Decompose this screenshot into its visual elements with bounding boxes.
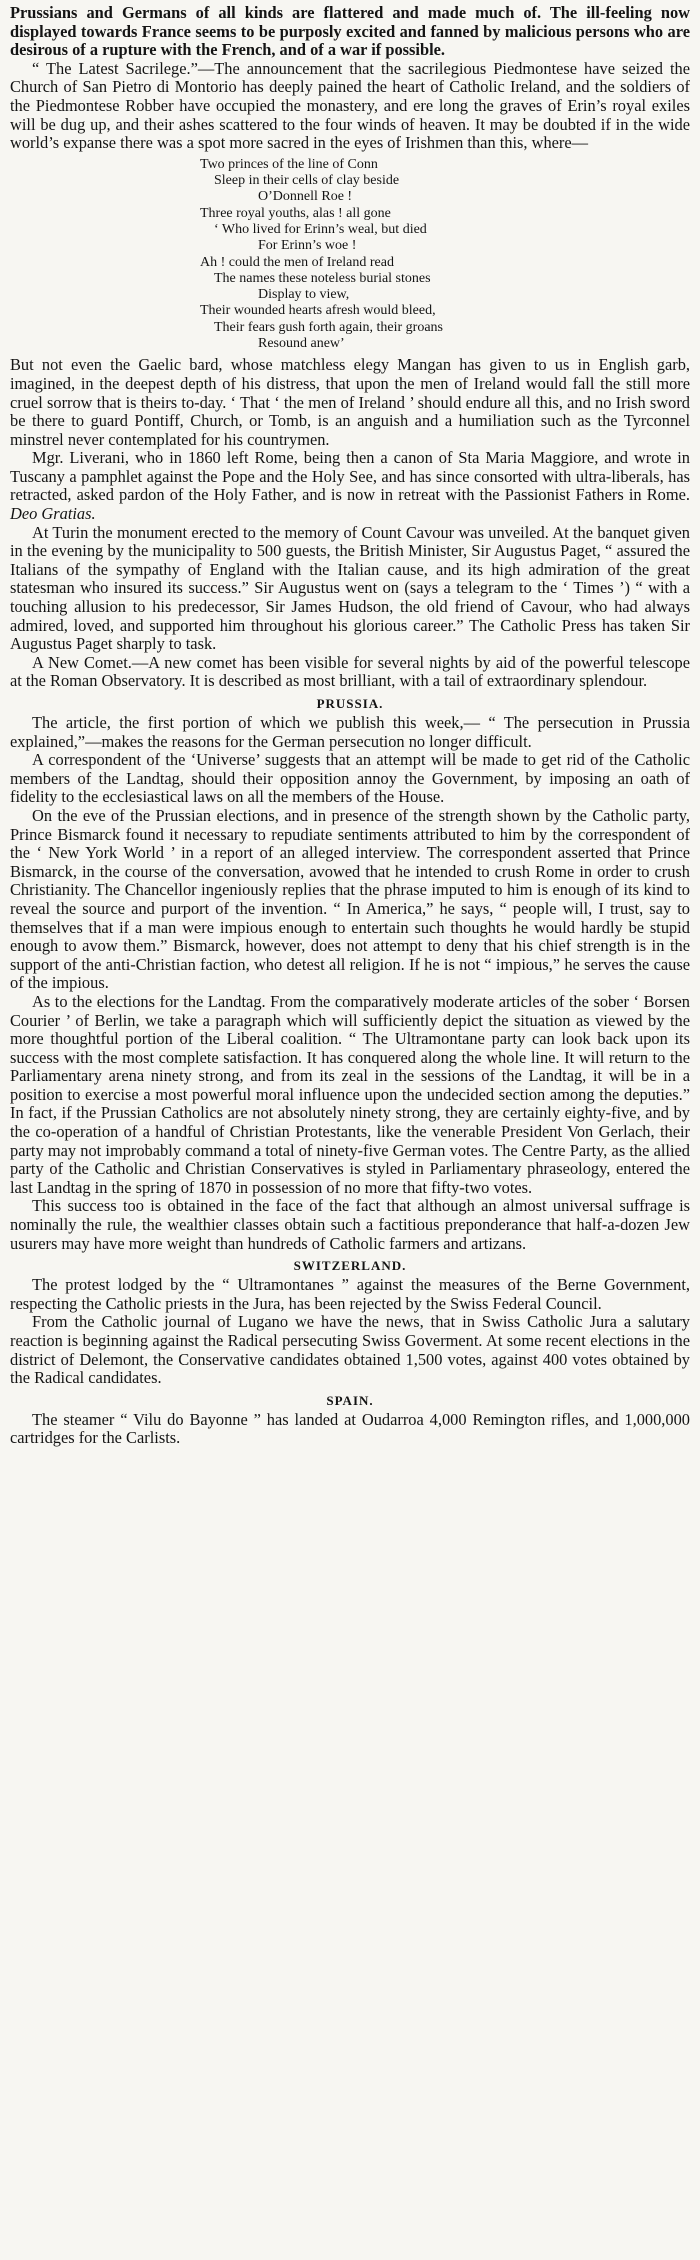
prussia-paragraph: On the eve of the Prussian elections, and in presence of the strength shown by the Catholic party, Prince Bismarck found it necessary to repudiate sentiments attributed to him by the correspondent of the ‘ New York World ’ in a report of an alleged interview. The correspondent asserted that Prince Bismarck, in the course of the conversation, avowed that he intended to crush Rome in order to crush Christianity. The Chancellor ingeniously replies that the phrase imputed to him is enough of its kind to reveal the source and purport of the invention. “ In America,” he says, “ people will, I trust, say to themselves that if a man were impious enough to entertain such thoughts he would hardly be stupid enough to avow them.” Bismarck, however, does not attempt to deny that his chief strength is in the support of the anti-Christian faction, who detest all religion. If he is not “ impious,” he serves the cause of the impious.	[10, 805, 690, 993]
sacrilege-paragraph: “ The Latest Sacrilege.”—The announcement that the sacrilegious Piedmontese have seized the Church of San Pietro di Montorio has deeply pained the heart of Catholic Ireland, and the soldiers of the Piedmontese Robber have occupied the monastery, and ere long the graves of Erin’s royal exiles will be dug up, and their ashes scattered to the four winds of heaven. It may be doubted if in the wide world’s expanse there was a spot more sacred in the eyes of Irishmen than this, where—	[10, 58, 690, 153]
elegy-poem	[200, 157, 690, 353]
poem-line: Two princes of the line of Conn	[200, 156, 378, 172]
poem-line: Their fears gush forth again, their groans	[214, 319, 443, 335]
switzerland-paragraph: From the Catholic journal of Lugano we have the news, that in Swiss Catholic Jura a salutary reaction is beginning against the Radical persecuting Swiss Goverment. At some recent elections in the district of Delemont, the Conservative candidates obtained 1,500 votes, against 400 votes obtained by the Radical candidates.	[10, 1312, 690, 1388]
prussia-paragraph: As to the elections for the Landtag. From the comparatively moderate articles of the sober ‘ Borsen Courier ’ of Berlin, we take a paragraph which will sufficiently depict the situation as viewed by the more thoughtful portion of the Liberal coalition. “ The Ultramontane party can look back upon its success with the most complete satisfaction. It has conquered along the whole line. It will return to the Parliamentary arena ninety strong, and from its zeal in the sessions of the Landtag, it will be in a position to exercise a most powerful moral influence upon the undecided section among the deputies.” In fact, if the Prussian Catholics are not absolutely ninety strong, they are certainly eighty-five, and by the co-operation of a handful of Christian Protestants, like the venerable President Von Gerlach, their party may not improbably command a total of ninety-five German votes. The Centre Party, as the allied party of the Catholic and Christian Conservatives is styled in Parliamentary phraseology, entered the last Landtag in the spring of 1870 in possession of no more that fifty-two votes.	[10, 991, 690, 1197]
poem-line: ‘ Who lived for Erinn’s weal, but died	[214, 221, 427, 237]
poem-line: Sleep in their cells of clay beside	[214, 173, 400, 189]
gaelic-bard-paragraph: But not even the Gaelic bard, whose matchless elegy Mangan has given to us in English garb, imagined, in the deepest depth of his distress, that upon the men of Ireland would fall the still more cruel sorrow that is theirs to-day. ‘ That ‘ the men of Ireland ’ should endure all this, and no Irish sword be there to guard Pontiff, Church, or Tomb, is an anguish and a humiliation such as the Tyrconnel minstrel never contemplated for his countrymen.	[10, 355, 690, 449]
turin-paragraph: At Turin the monument erected to the memory of Count Cavour was unveiled. At the banquet given in the evening by the municipality to 500 guests, the British Minister, Sir Augustus Paget, “ assured the Italians of the sympathy of England with the Italian cause, and its high admiration of the great statesman who insured its success.” Sir Augustus went on (says a telegram to the ‘ Times ’) “ with a touching allusion to his predecessor, Sir James Hudson, the old friend of Cavour, who had always admired, loved, and supported him throughout his glorious career.” The Catholic Press has taken Sir Augustus Paget sharply to task.	[10, 522, 690, 654]
poem-line: Their wounded hearts afresh would bleed,	[200, 303, 436, 319]
poem-line: Display to view,	[258, 287, 350, 303]
deo-gratias: Deo Gratias.	[10, 504, 96, 524]
intro-paragraph: Prussians and Germans of all kinds are flattered and made much of. The ill-feeling now displayed towards France seems to be purposly excited and fanned by malicious persons who are desirous of a rupture with the French, and of a war if possible.	[10, 3, 690, 60]
comet-paragraph: A New Comet.—A new comet has been visible for several nights by aid of the powerful telescope at the Roman Observatory. It is described as most brilliant, with a tail of extraordinary splendour.	[10, 652, 690, 691]
poem-line: The names these noteless burial stones	[214, 270, 431, 286]
poem-line: Ah ! could the men of Ireland read	[200, 254, 394, 270]
section-heading-prussia: PRUSSIA.	[316, 696, 384, 711]
liverani-text: Mgr. Liverani, who in 1860 left Rome, being then a canon of Sta Maria Maggiore, and wrote in Tuscany a pamphlet against the Pope and the Holy See, and has since consorted with ultra-liberals, has retracted, asked pardon of the Holy Father, and is now in retreat with the Passionist Fathers in Rome.	[10, 448, 690, 505]
liverani-paragraph	[10, 449, 690, 523]
poem-line: For Erinn’s woe !	[258, 238, 357, 254]
section-heading-spain: SPAIN.	[326, 1392, 374, 1408]
poem-line: Three royal youths, alas ! all gone	[200, 205, 391, 221]
section-heading-switzerland: SWITZERLAND.	[293, 1258, 407, 1274]
poem-line: O’Donnell Roe !	[258, 189, 353, 205]
prussia-paragraph: This success too is obtained in the face of the fact that although an almost universal suffrage is nominally the rule, the wealthier classes obtain such a factitious preponderance that half-a-dozen Jew usurers may have more weight than hundreds of Catholic farmers and artizans.	[10, 1196, 690, 1253]
prussia-paragraph: A correspondent of the ‘Universe’ suggests that an attempt will be made to get rid of the Catholic members of the Landtag, should their opposition annoy the Government, by imposing an oath of fidelity to the ecclesiastical laws on all the members of the House.	[10, 750, 690, 807]
switzerland-paragraph: The protest lodged by the “ Ultramontanes ” against the measures of the Berne Government, respecting the Catholic priests in the Jura, has been rejected by the Swiss Federal Council.	[10, 1275, 690, 1313]
prussia-paragraph: The article, the first portion of which we publish this week,— “ The persecution in Prussia explained,”—makes the reasons for the German persecution no longer difficult.	[10, 713, 690, 751]
spain-paragraph: The steamer “ Vilu do Bayonne ” has landed at Oudarroa 4,000 Remington rifles, and 1,000,000 cartridges for the Carlists.	[10, 1409, 690, 1448]
poem-line: Resound anew’	[258, 336, 345, 352]
